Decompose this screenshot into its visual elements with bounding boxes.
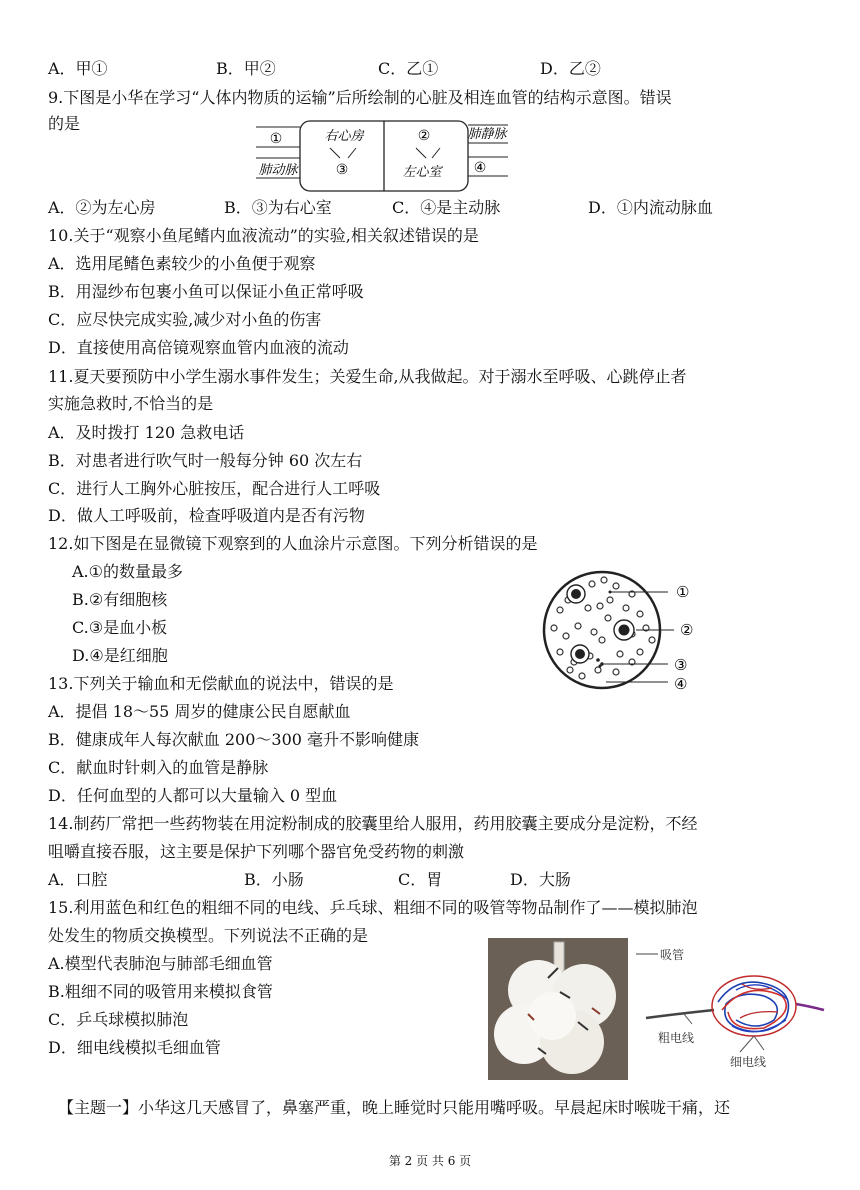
- q10-option-b: B．用湿纱布包裹小鱼可以保证小鱼正常呼吸: [48, 282, 364, 301]
- q14-option-c: C．胃: [398, 870, 443, 889]
- q10-option-a: A．选用尾鳍色素较少的小鱼便于观察: [48, 254, 316, 273]
- q13-option-a: A．提倡 18～55 周岁的健康公民自愿献血: [48, 702, 351, 721]
- q13-option-b: B．健康成年人每次献血 200～300 毫升不影响健康: [48, 730, 420, 749]
- q15-option-b: B.粗细不同的吸管用来模拟食管: [48, 982, 273, 1001]
- q14-option-d: D．大肠: [510, 870, 571, 889]
- q14-stem-cont: 咀嚼直接吞服，这主要是保护下列哪个器官免受药物的刺激: [48, 842, 465, 861]
- q9-option-d: D．①内流动脉血: [588, 198, 713, 217]
- q15-stem: 15.利用蓝色和红色的粗细不同的电线、乒乓球、粗细不同的吸管等物品制作了——模拟肺泡: [48, 898, 698, 917]
- q15-option-c: C．乒乓球模拟肺泡: [48, 1010, 189, 1029]
- heart-label-4: ④: [473, 160, 487, 176]
- q9-option-a: A．②为左心房: [48, 198, 156, 217]
- q14-option-b: B．小肠: [244, 870, 304, 889]
- q12-stem: 12.如下图是在显微镜下观察到的人血涂片示意图。下列分析错误的是: [48, 534, 538, 553]
- q14-option-a: A．口腔: [48, 870, 108, 889]
- blood-label-3: ③: [674, 656, 688, 674]
- q13-option-d: D．任何血型的人都可以大量输入 0 型血: [48, 786, 338, 805]
- alveolus-model-photo: [488, 938, 628, 1080]
- label-thick-wire: 粗电线: [658, 1031, 695, 1045]
- blood-label-2: ②: [680, 621, 694, 639]
- heart-diagram: [256, 118, 508, 194]
- theme1-tag: 【主题一】: [58, 1098, 139, 1117]
- q11-option-b: B．对患者进行吹气时一般每分钟 60 次左右: [48, 451, 363, 470]
- heart-label-left-ventricle: 左心室: [402, 165, 442, 180]
- blood-label-1: ①: [676, 583, 690, 601]
- q9-option-c: C．④是主动脉: [392, 198, 501, 217]
- q11-stem: 11.夏天要预防中小学生溺水事件发生；关爱生命,从我做起。对于溺水至呼吸、心跳停止者: [48, 367, 687, 386]
- theme1-line: [58, 1097, 730, 1119]
- q10-stem: 10.关于“观察小鱼尾鳍内血液流动”的实验,相关叙述错误的是: [48, 226, 479, 245]
- q9-option-b: B．③为右心室: [224, 198, 332, 217]
- q13-option-c: C．献血时针刺入的血管是静脉: [48, 758, 269, 777]
- q12-option-d: D.④是红细胞: [72, 646, 168, 665]
- q11-stem-cont: 实施急救时,不恰当的是: [48, 394, 214, 413]
- q10-option-c: C．应尽快完成实验,减少对小鱼的伤害: [48, 310, 322, 329]
- q8-option-d: D．乙②: [540, 59, 601, 78]
- q8-option-c: C．乙①: [378, 59, 439, 78]
- q15-option-d: D．细电线模拟毛细血管: [48, 1038, 221, 1057]
- q9-stem: 9.下图是小华在学习“人体内物质的运输”后所绘制的心脏及相连血管的结构示意图。错误: [48, 88, 672, 107]
- q9-stem-cont: 的是: [48, 114, 81, 133]
- theme1-text: 小华这几天感冒了，鼻塞严重，晚上睡觉时只能用嘴呼吸。早晨起床时喉咙干痛，还: [138, 1098, 731, 1117]
- q14-stem: 14.制药厂常把一些药物装在用淀粉制成的胶囊里给人服用，药用胶囊主要成分是淀粉，不经: [48, 814, 698, 833]
- q13-stem: 13.下列关于输血和无偿献血的说法中，错误的是: [48, 674, 394, 693]
- alveolus-model-diagram: [636, 940, 826, 1074]
- blood-label-4: ④: [674, 675, 688, 693]
- heart-label-1: ①: [269, 131, 283, 147]
- q11-option-c: C．进行人工胸外心脏按压，配合进行人工呼吸: [48, 479, 381, 498]
- q8-option-b: B．甲②: [216, 59, 276, 78]
- q10-option-d: D．直接使用高倍镜观察血管内血液的流动: [48, 338, 349, 357]
- q12-option-c: C.③是血小板: [72, 618, 168, 637]
- label-thin-wire: 细电线: [730, 1055, 767, 1069]
- heart-label-2: ②: [417, 128, 431, 144]
- label-straw: 吸管: [660, 948, 685, 962]
- q11-option-a: A．及时拨打 120 急救电话: [48, 423, 245, 442]
- heart-label-3: ③: [335, 162, 349, 178]
- q8-option-a: A．甲①: [48, 59, 108, 78]
- q12-option-a: A.①的数量最多: [72, 562, 183, 581]
- q15-option-a: A.模型代表肺泡与肺部毛细血管: [48, 954, 273, 973]
- q11-option-d: D．做人工呼吸前，检查呼吸道内是否有污物: [48, 506, 365, 525]
- heart-label-right-atrium: 右心房: [324, 129, 364, 144]
- q12-option-b: B.②有细胞核: [72, 590, 168, 609]
- heart-label-pulmonary-vein: 肺静脉: [467, 127, 507, 142]
- page-footer: 第 2 页 共 6 页: [388, 1154, 472, 1168]
- heart-label-pulmonary-artery: 肺动脉: [258, 163, 298, 178]
- blood-smear-diagram: [540, 570, 700, 696]
- q15-stem-cont: 处发生的物质交换模型。下列说法不正确的是: [48, 926, 369, 945]
